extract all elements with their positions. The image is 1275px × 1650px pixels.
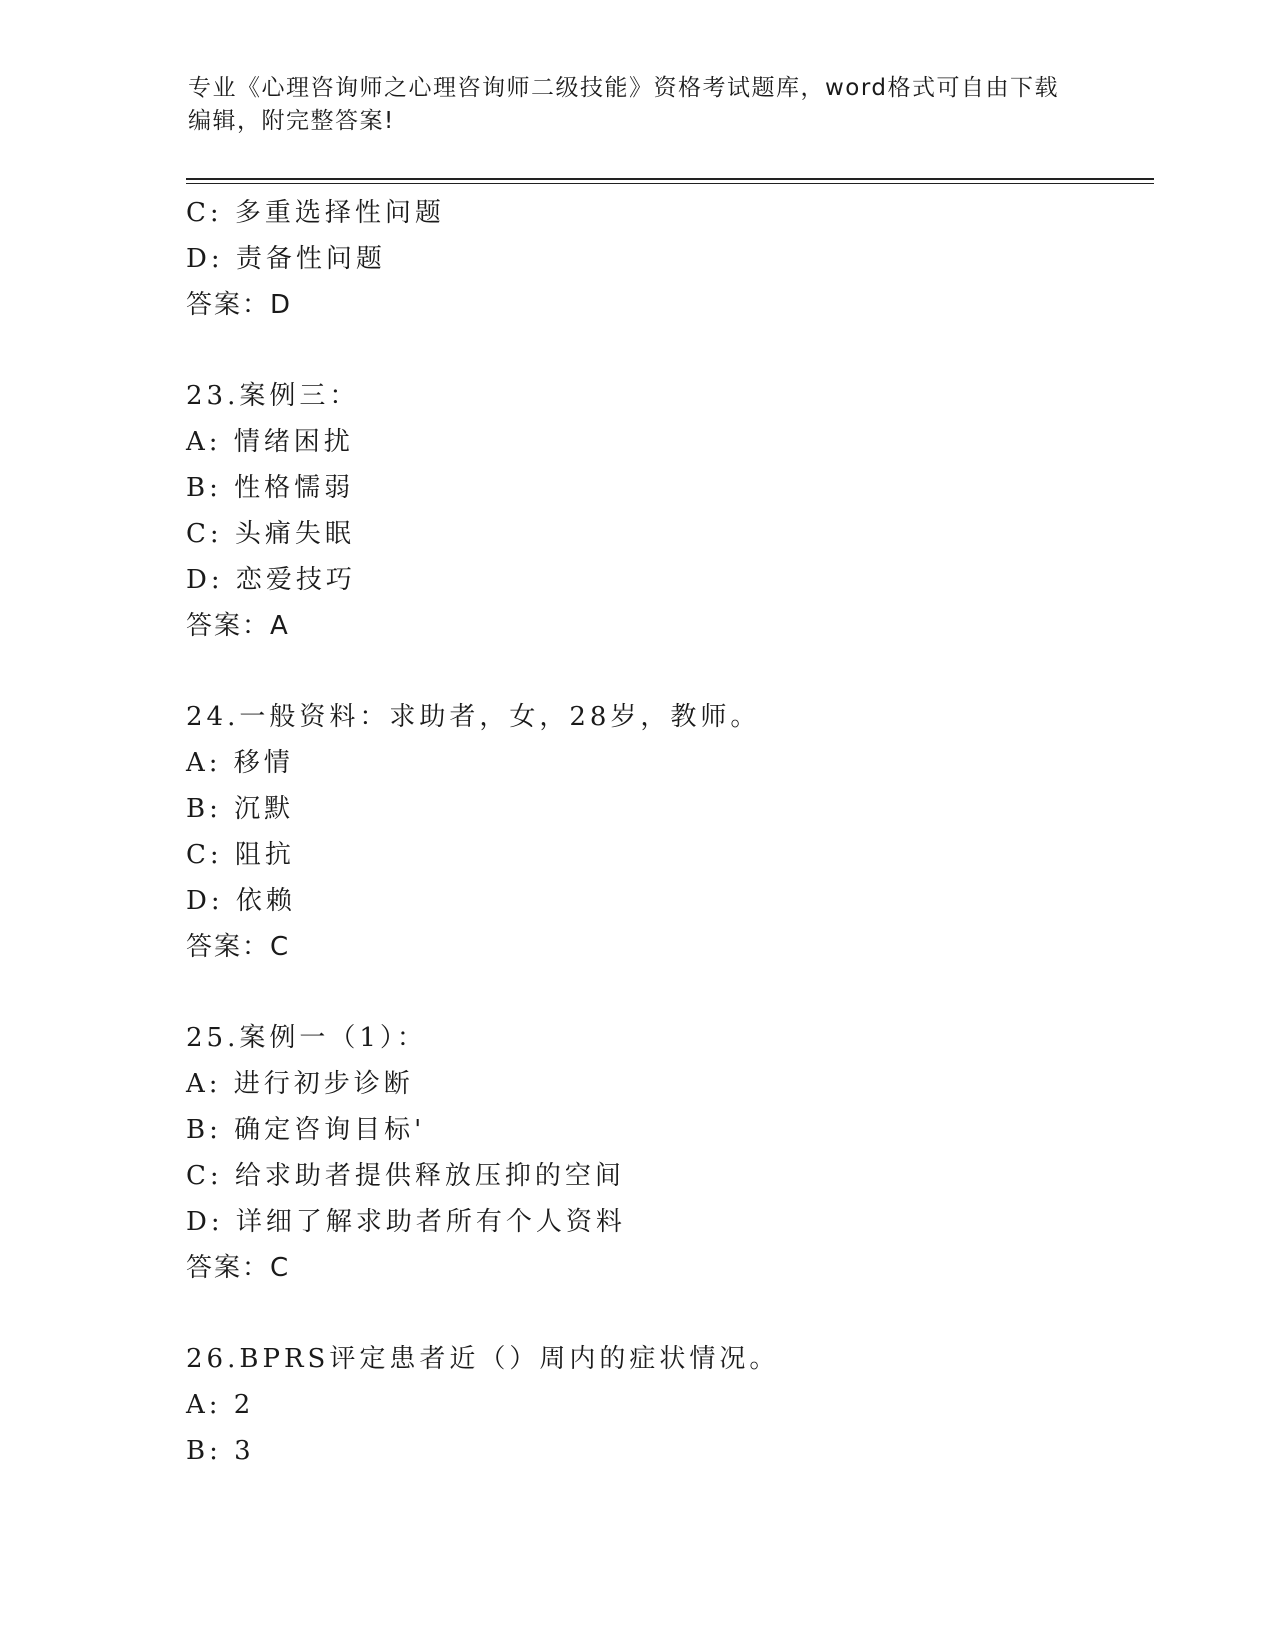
- option-c: C: 阻抗: [186, 840, 295, 870]
- carryover-block: [186, 190, 1146, 328]
- question-26: [186, 1336, 1146, 1474]
- header-line-1: 专业《心理咨询师之心理咨询师二级技能》资格考试题库，word格式可自由下载: [188, 75, 1060, 101]
- header-rule-thick: [186, 178, 1154, 180]
- answer: 答案：D: [186, 290, 293, 320]
- question-23: [186, 373, 1146, 649]
- document-header: [188, 72, 1088, 138]
- answer: 答案：A: [186, 611, 290, 641]
- option-b: B: 确定咨询目标': [186, 1115, 426, 1145]
- option-c: C: 给求助者提供释放压抑的空间: [186, 1161, 625, 1191]
- option-c: C: 头痛失眠: [186, 519, 355, 549]
- question-stem: 25.案例一（1）：: [186, 1023, 427, 1053]
- option-a: A: 情绪困扰: [186, 427, 354, 457]
- answer: 答案：C: [186, 932, 291, 962]
- option-b: B: 沉默: [186, 794, 295, 824]
- question-stem: 24.一般资料：求助者，女，28岁，教师。: [186, 702, 761, 732]
- option-b: B: 3: [186, 1436, 255, 1466]
- option-d: D: 依赖: [186, 886, 296, 916]
- option-d: D: 恋爱技巧: [186, 565, 356, 595]
- question-list: [186, 190, 1146, 1474]
- option-a: A: 进行初步诊断: [186, 1069, 414, 1099]
- option-c: C: 多重选择性问题: [186, 198, 445, 228]
- option-d: D: 责备性问题: [186, 244, 386, 274]
- question-24: [186, 694, 1146, 970]
- header-rule-thin: [186, 183, 1154, 184]
- header-line-2: 编辑，附完整答案!: [188, 108, 395, 134]
- option-a: A: 移情: [186, 748, 294, 778]
- option-a: A: 2: [186, 1390, 255, 1420]
- option-b: B: 性格懦弱: [186, 473, 355, 503]
- question-stem: 23.案例三：: [186, 381, 360, 411]
- option-d: D: 详细了解求助者所有个人资料: [186, 1207, 626, 1237]
- question-stem: 26.BPRS评定患者近（）周内的症状情况。: [186, 1344, 780, 1374]
- answer: 答案：C: [186, 1253, 291, 1283]
- question-25: [186, 1015, 1146, 1291]
